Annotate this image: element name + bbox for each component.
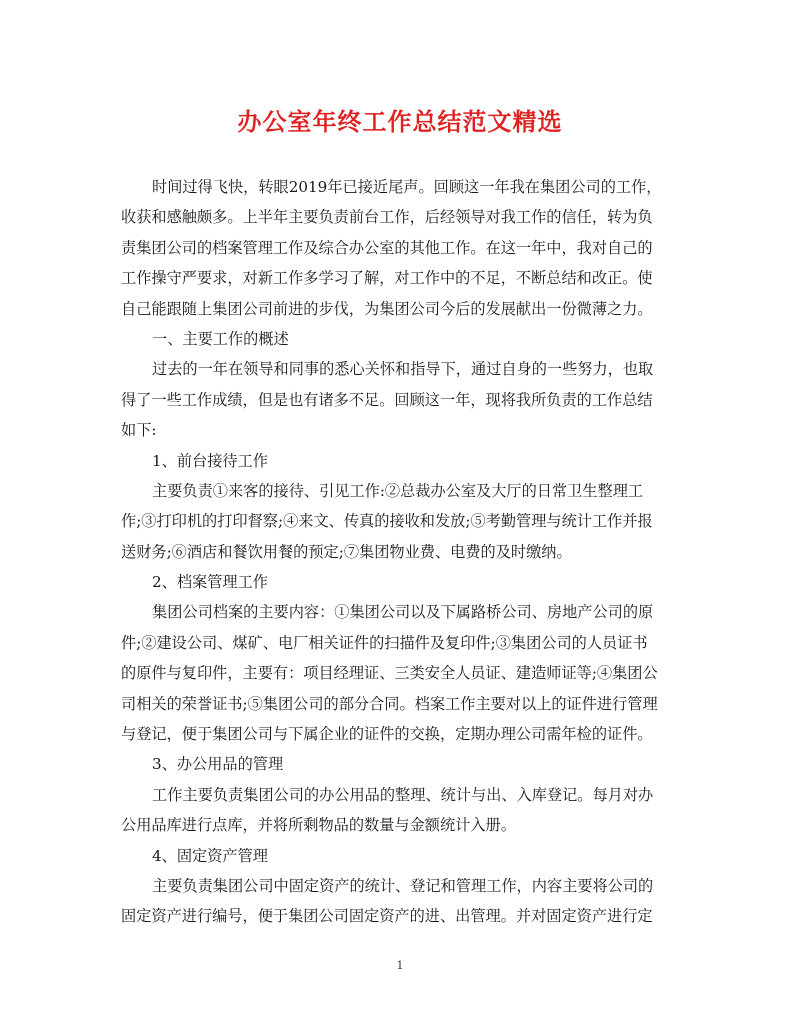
body-line: 工作操守严要求，对新工作多学习了解，对工作中的不足，不断总结和改正。使 xyxy=(121,269,653,288)
body-line: 工作主要负责集团公司的办公用品的整理、统计与出、入库登记。每月对办 xyxy=(152,785,654,804)
body-line: 的原件与复印件，主要有：项目经理证、三类安全人员证、建造师证等;④集团公 xyxy=(121,664,658,683)
document-body xyxy=(121,172,679,932)
body-line: 如下: xyxy=(121,421,157,440)
body-line: 主要负责集团公司中固定资产的统计、登记和管理工作，内容主要将公司的 xyxy=(152,876,654,895)
body-line: 责集团公司的档案管理工作及综合办公室的其他工作。在这一年中，我对自己的 xyxy=(121,238,653,257)
body-line: 过去的一年在领导和同事的悉心关怀和指导下，通过自身的一些努力，也取 xyxy=(152,360,654,379)
body-line: 送财务;⑥酒店和餐饮用餐的预定;⑦集团物业费、电费的及时缴纳。 xyxy=(121,542,572,561)
body-line: 件;②建设公司、煤矿、电厂相关证件的扫描件及复印件;③集团公司的人员证书 xyxy=(121,633,648,652)
body-line: 时间过得飞快，转眼2019年已接近尾声。回顾这一年我在集团公司的工作， xyxy=(152,178,662,196)
body-line: 一、主要工作的概述 xyxy=(152,329,289,348)
body-line: 2、档案管理工作 xyxy=(152,573,268,592)
body-line: 4、固定资产管理 xyxy=(152,846,268,865)
body-line: 与登记，便于集团公司与下属企业的证件的交换，定期办理公司需年检的证件。 xyxy=(121,725,653,744)
body-line: 司相关的荣誉证书;⑤集团公司的部分合同。档案工作主要对以上的证件进行管理 xyxy=(121,694,658,713)
body-line: 公用品库进行点库，并将所剩物品的数量与金额统计入册。 xyxy=(121,816,516,835)
body-line: 作;③打印机的打印督察;④来文、传真的接收和发放;⑤考勤管理与统计工作并报 xyxy=(121,512,653,531)
body-line: 集团公司档案的主要内容：①集团公司以及下属路桥公司、房地产公司的原 xyxy=(152,603,654,622)
document-title: 办公室年终工作总结范文精选 xyxy=(237,107,563,136)
body-line: 3、办公用品的管理 xyxy=(152,755,284,774)
body-line: 固定资产进行编号，便于集团公司固定资产的进、出管理。并对固定资产进行定 xyxy=(121,907,653,926)
body-line: 自己能跟随上集团公司前进的步伐，为集团公司今后的发展献出一份微薄之力。 xyxy=(121,299,653,318)
page-number: 1 xyxy=(396,959,404,972)
body-line: 收获和感触颇多。上半年主要负责前台工作，后经领导对我工作的信任，转为负 xyxy=(121,208,653,227)
body-line: 得了一些工作成绩，但是也有诸多不足。回顾这一年，现将我所负责的工作总结 xyxy=(121,390,653,409)
body-line: 1、前台接待工作 xyxy=(152,451,268,470)
body-line: 主要负责①来客的接待、引见工作:②总裁办公室及大厅的日常卫生整理工 xyxy=(152,481,644,500)
